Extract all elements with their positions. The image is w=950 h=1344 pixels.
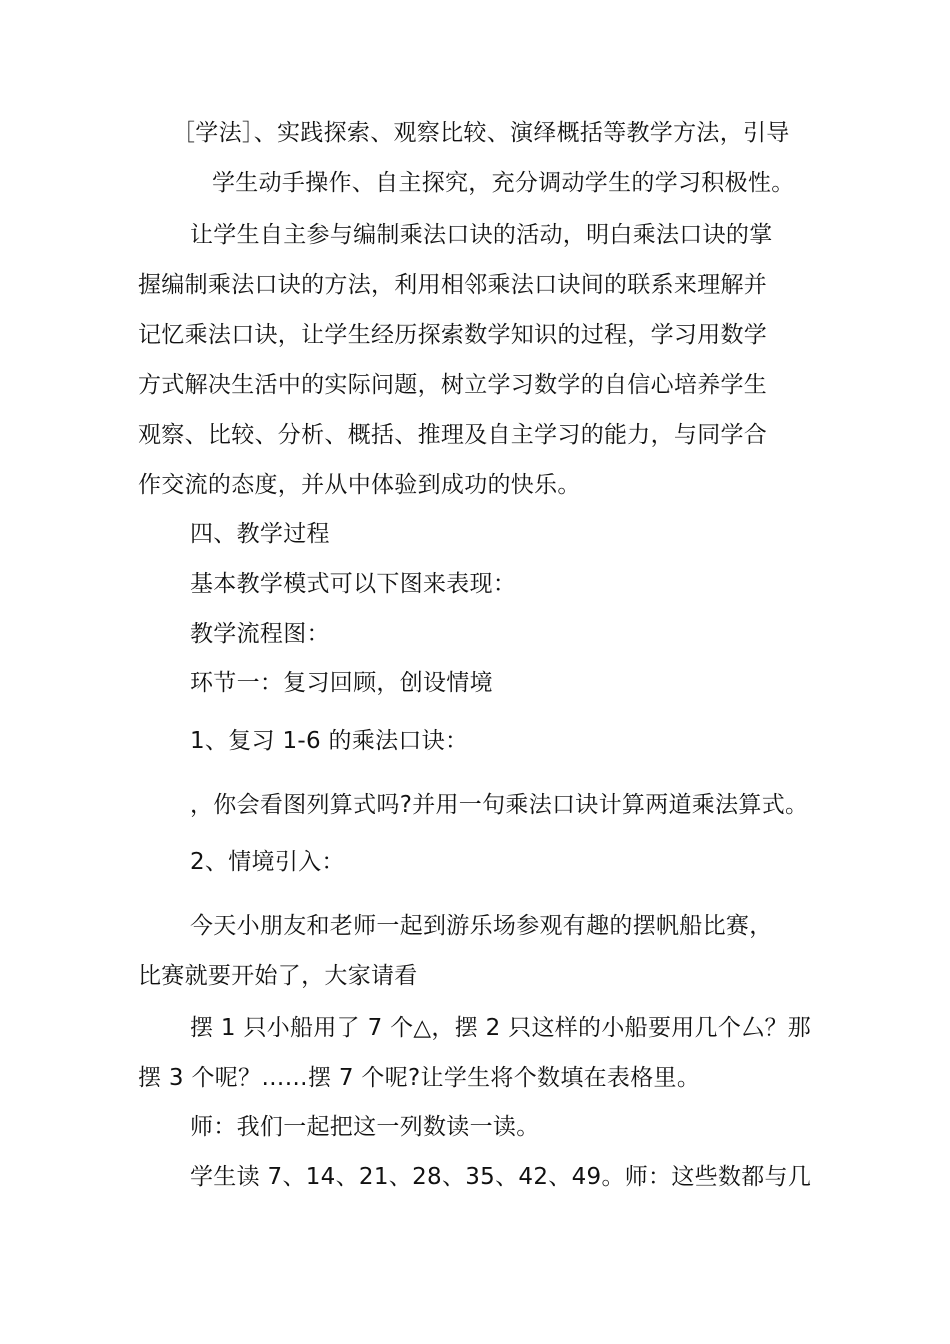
text-line-goal-2: 握编制乘法口诀的方法，利用相邻乘法口诀间的联系来理解并: [138, 272, 768, 298]
text-line-goal-6: 作交流的态度，并从中体验到成功的快乐。: [138, 472, 581, 498]
text-line-review: 1、复习 1-6 的乘法口诀：: [190, 728, 469, 754]
text-line-goal-3: 记忆乘法口诀，让学生经历探索数学知识的过程，学习用数学: [138, 322, 768, 348]
text-line-stage-1: 环节一：复习回顾，创设情境: [190, 670, 493, 696]
text-line-goal-1: 让学生自主参与编制乘法口诀的活动，明白乘法口诀的掌: [190, 222, 773, 248]
section-heading-process: 四、教学过程: [190, 521, 330, 547]
text-line-teaching-method: ［学法］、实践探索、观察比较、演绎概括等教学方法，引导: [172, 120, 790, 146]
text-line-students: 学生读 7、14、21、28、35、42、49。师：这些数都与几: [190, 1164, 812, 1190]
text-line-question: ，你会看图列算式吗?并用一句乘法口诀计算两道乘法算式。: [190, 792, 809, 818]
text-line-method-cont: 学生动手操作、自主探究，充分调动学生的学习积极性。: [212, 170, 795, 196]
text-line-flowchart: 教学流程图：: [190, 621, 330, 647]
text-line-story-1: 今天小朋友和老师一起到游乐场参观有趣的摆帆船比赛，: [190, 913, 773, 939]
text-line-goal-4: 方式解决生活中的实际问题，树立学习数学的自信心培养学生: [138, 372, 768, 398]
text-line-story-2: 比赛就要开始了，大家请看: [138, 963, 418, 989]
text-line-situation: 2、情境引入：: [190, 849, 345, 875]
text-line-goal-5: 观察、比较、分析、概括、推理及自主学习的能力，与同学合: [138, 422, 768, 448]
text-line-teacher: 师：我们一起把这一列数读一读。: [190, 1114, 540, 1140]
text-line-boats-1: 摆 1 只小船用了 7 个△，摆 2 只这样的小船要用几个厶？那: [190, 1015, 812, 1041]
text-line-boats-2: 摆 3 个呢？……摆 7 个呢?让学生将个数填在表格里。: [138, 1065, 701, 1091]
text-line-mode: 基本教学模式可以下图来表现：: [190, 571, 517, 597]
